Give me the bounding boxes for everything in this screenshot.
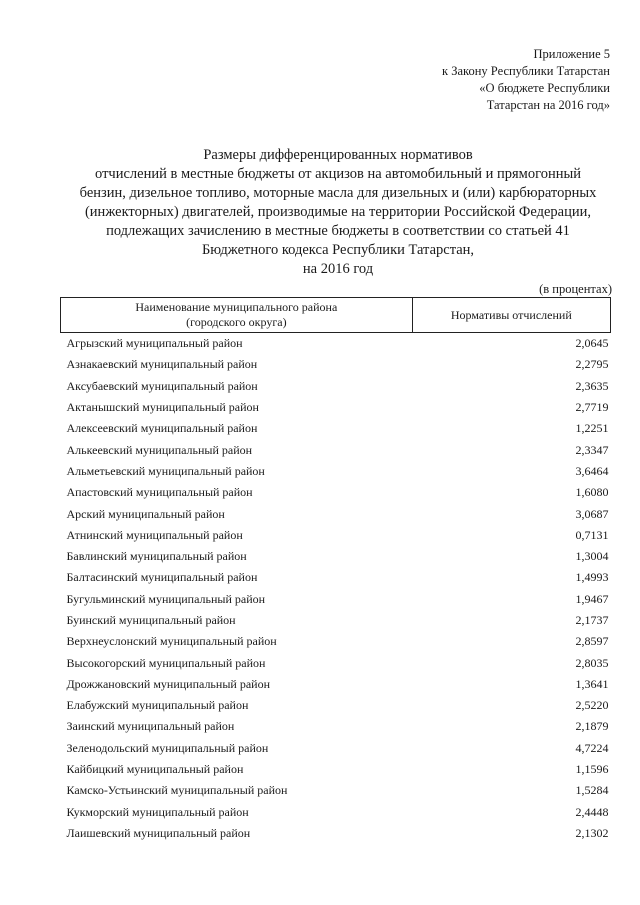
appendix-reference <box>442 46 610 114</box>
table-row <box>61 503 611 524</box>
row-value: 1,5284 <box>575 783 609 798</box>
row-value: 2,1737 <box>575 613 609 627</box>
row-name: Арский муниципальный район <box>66 506 225 521</box>
row-value: 1,1596 <box>575 762 609 777</box>
table-header-row <box>61 298 611 333</box>
table-row <box>61 589 611 610</box>
row-name: Бавлинский муниципальный район <box>66 549 247 564</box>
row-value: 2,4448 <box>575 804 609 819</box>
unit-note: (в процентах) <box>539 282 612 296</box>
title-line: Бюджетного кодекса Республики Татарстан, <box>201 242 475 258</box>
column-header-value: Нормативы отчислений <box>412 298 610 333</box>
row-name: Алексеевский муниципальный район <box>66 421 258 436</box>
table-row <box>61 716 611 737</box>
table-row <box>61 418 611 439</box>
title-line: подлежащих зачислению в местные бюджеты в соответствии со статьей 41 <box>106 223 570 239</box>
row-name: Атнинский муниципальный район <box>66 527 243 542</box>
row-name: Аксубаевский муниципальный район <box>66 378 258 393</box>
row-value: 2,2795 <box>575 357 609 372</box>
row-name: Заинский муниципальный район <box>66 719 235 734</box>
title-line: отчислений в местные бюджеты от акцизов на автомобильный и прямогонный <box>95 166 581 182</box>
table-row <box>61 461 611 482</box>
row-name: Лаишевский муниципальный район <box>66 825 251 840</box>
row-value: 0,7131 <box>575 527 609 542</box>
appendix-line: «О бюджете Республики <box>479 81 610 95</box>
row-value: 4,7224 <box>575 740 609 755</box>
title-line: (инжекторных) двигателей, производимые на территории Российской Федерации, <box>84 204 592 220</box>
row-value: 2,8035 <box>575 655 609 670</box>
table-row <box>61 631 611 652</box>
row-name: Актанышский муниципальный район <box>66 400 259 415</box>
row-value: 1,6080 <box>575 485 609 500</box>
row-name: Азнакаевский муниципальный район <box>66 357 258 372</box>
row-value: 2,1302 <box>575 825 609 840</box>
table-row <box>61 610 611 631</box>
table-row <box>61 780 611 801</box>
row-value: 2,5220 <box>575 698 609 713</box>
title-line: Размеры дифференцированных нормативов <box>203 147 473 163</box>
row-name: Зеленодольский муниципальный район <box>66 740 269 755</box>
table-row <box>61 674 611 695</box>
row-value: 2,3347 <box>575 442 609 457</box>
table-row <box>61 482 611 503</box>
table-row <box>61 376 611 397</box>
appendix-line: Татарстан на 2016 год» <box>486 98 610 112</box>
row-name: Балтасинский муниципальный район <box>66 570 258 585</box>
row-value: 1,3004 <box>575 549 609 564</box>
table-row <box>61 333 611 355</box>
row-name: Алькеевский муниципальный район <box>66 442 253 457</box>
row-name: Бугульминский муниципальный район <box>66 591 266 606</box>
table-row <box>61 525 611 546</box>
row-value: 1,9467 <box>575 591 609 606</box>
table-row <box>61 695 611 716</box>
appendix-line: Приложение 5 <box>533 47 610 61</box>
row-value: 2,7719 <box>575 400 609 415</box>
row-name: Дрожжановский муниципальный район <box>66 676 270 691</box>
row-value: 2,8597 <box>575 634 609 649</box>
table-row <box>61 759 611 780</box>
row-name: Верхнеуслонский муниципальный район <box>66 634 277 649</box>
row-name: Апастовский муниципальный район <box>66 485 253 500</box>
row-name: Агрызский муниципальный район <box>66 336 243 351</box>
row-value: 1,4993 <box>575 570 609 585</box>
row-name: Кукморский муниципальный район <box>66 804 249 819</box>
table-row <box>61 802 611 823</box>
appendix-line: к Закону Республики Татарстан <box>442 64 610 78</box>
column-header-name-line2: (городского округа) <box>186 315 287 329</box>
row-value: 2,0645 <box>575 336 609 351</box>
table-row <box>61 546 611 567</box>
row-name: Кайбицкий муниципальный район <box>66 762 244 777</box>
table-row <box>61 354 611 375</box>
table-row <box>61 567 611 588</box>
column-header-name <box>61 298 413 333</box>
title-line: бензин, дизельное топливо, моторные масла для дизельных и (или) карбюраторных <box>79 185 597 201</box>
table-row <box>61 823 611 844</box>
row-value: 1,3641 <box>575 676 609 691</box>
row-name: Высокогорский муниципальный район <box>66 655 266 670</box>
table-row <box>61 439 611 460</box>
column-header-name-line1: Наименование муниципального района <box>135 300 338 314</box>
row-value: 2,1879 <box>575 719 609 734</box>
table-row <box>61 652 611 673</box>
row-name: Альметьевский муниципальный район <box>66 463 265 478</box>
title-line: на 2016 год <box>302 261 374 277</box>
row-value: 3,6464 <box>575 463 609 478</box>
table-row <box>61 397 611 418</box>
row-value: 3,0687 <box>575 506 609 521</box>
document-title <box>40 146 636 279</box>
standards-table <box>60 297 611 844</box>
table-body <box>61 333 611 845</box>
row-name: Буинский муниципальный район <box>66 613 236 627</box>
row-name: Елабужский муниципальный район <box>66 698 249 713</box>
row-name: Камско-Устьинский муниципальный район <box>66 783 288 798</box>
row-value: 1,2251 <box>575 421 609 436</box>
table-row <box>61 738 611 759</box>
row-value: 2,3635 <box>575 378 609 393</box>
